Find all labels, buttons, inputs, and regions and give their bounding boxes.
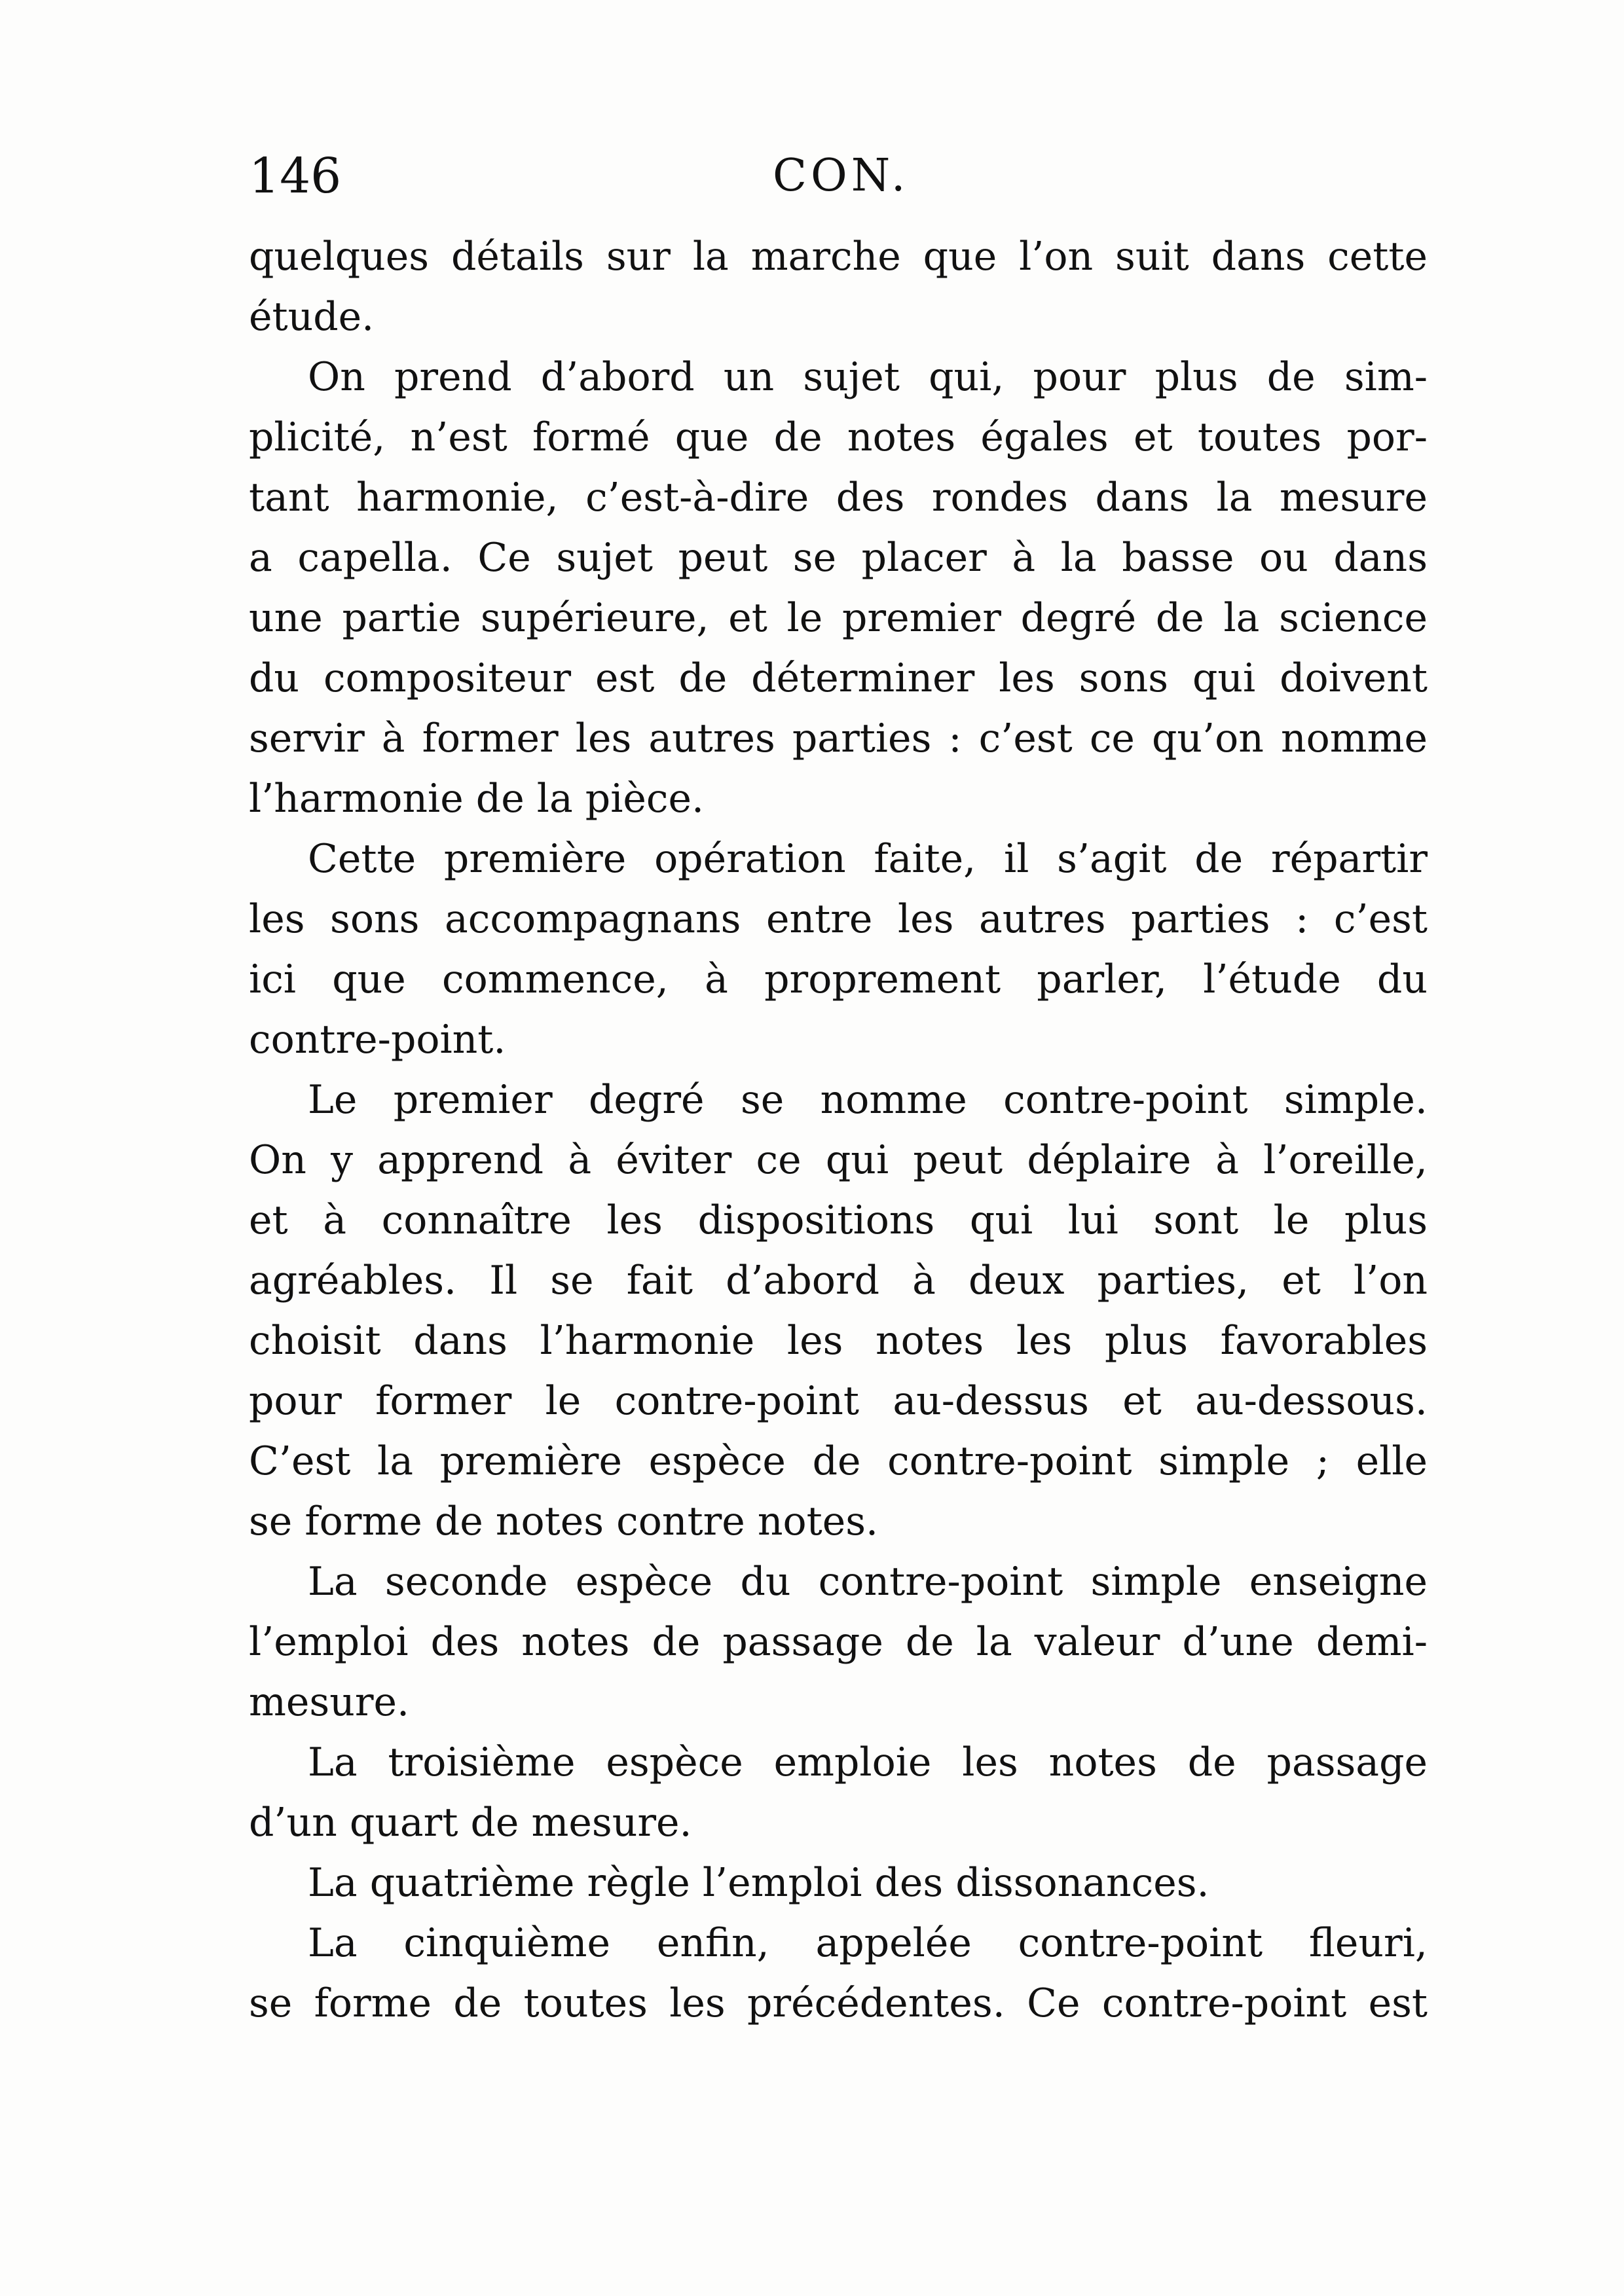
text-line: se forme de notes contre notes. [249, 1499, 879, 1544]
text-line: a capella. Ce sujet peut se placer à la basse ou dans [249, 535, 1428, 581]
text-line: contre-point. [249, 1017, 506, 1063]
text-line: les sons accompagnans entre les autres parties : c’est [249, 896, 1428, 942]
text-line: d’un quart de mesure. [249, 1800, 692, 1846]
text-line: ici que commence, à proprement parler, l’étude du [249, 957, 1428, 1002]
body-text [249, 227, 1428, 2033]
text-line: La seconde espèce du contre-point simple enseigne [308, 1559, 1428, 1605]
text-line: pour former le contre-point au-dessus et au-dessous. [249, 1378, 1428, 1424]
text-line: du compositeur est de déterminer les sons qui doivent [249, 655, 1428, 701]
text-line: agréables. Il se fait d’abord à deux parties, et l’on [249, 1258, 1428, 1303]
text-line: Le premier degré se nomme contre-point simple. [308, 1077, 1428, 1123]
text-line: une partie supérieure, et le premier degré de la science [249, 595, 1428, 641]
text-line: et à connaître les dispositions qui lui sont le plus [249, 1197, 1428, 1243]
text-line: La troisième espèce emploie les notes de passage [308, 1740, 1428, 1785]
text-line: La quatrième règle l’emploi des dissonances. [308, 1860, 1209, 1906]
text-line: quelques détails sur la marche que l’on suit dans cette [249, 234, 1428, 280]
text-line: étude. [249, 294, 375, 340]
running-head [249, 147, 1428, 206]
page-number: 146 [249, 148, 342, 204]
text-line: On y apprend à éviter ce qui peut déplaire à l’oreille, [249, 1137, 1428, 1183]
text-line: se forme de toutes les précédentes. Ce contre-point est [249, 1980, 1428, 2026]
running-title: CON. [773, 150, 910, 202]
text-line: choisit dans l’harmonie les notes les plus favorables [249, 1318, 1428, 1364]
text-line: plicité, n’est formé que de notes égales et toutes por- [249, 414, 1428, 460]
text-line: tant harmonie, c’est-à-dire des rondes dans la mesure [249, 475, 1428, 520]
text-line: l’harmonie de la pièce. [249, 776, 705, 822]
text-line: l’emploi des notes de passage de la valeur d’une demi- [249, 1619, 1428, 1665]
text-line: La cinquième enfin, appelée contre-point fleuri, [308, 1920, 1428, 1966]
text-line: Cette première opération faite, il s’agit de répartir [308, 836, 1428, 882]
text-line: mesure. [249, 1679, 410, 1725]
text-line: On prend d’abord un sujet qui, pour plus de sim- [308, 354, 1428, 400]
text-line: servir à former les autres parties : c’est ce qu’on nomme [249, 716, 1428, 761]
text-line: C’est la première espèce de contre-point simple ; elle [249, 1438, 1428, 1484]
